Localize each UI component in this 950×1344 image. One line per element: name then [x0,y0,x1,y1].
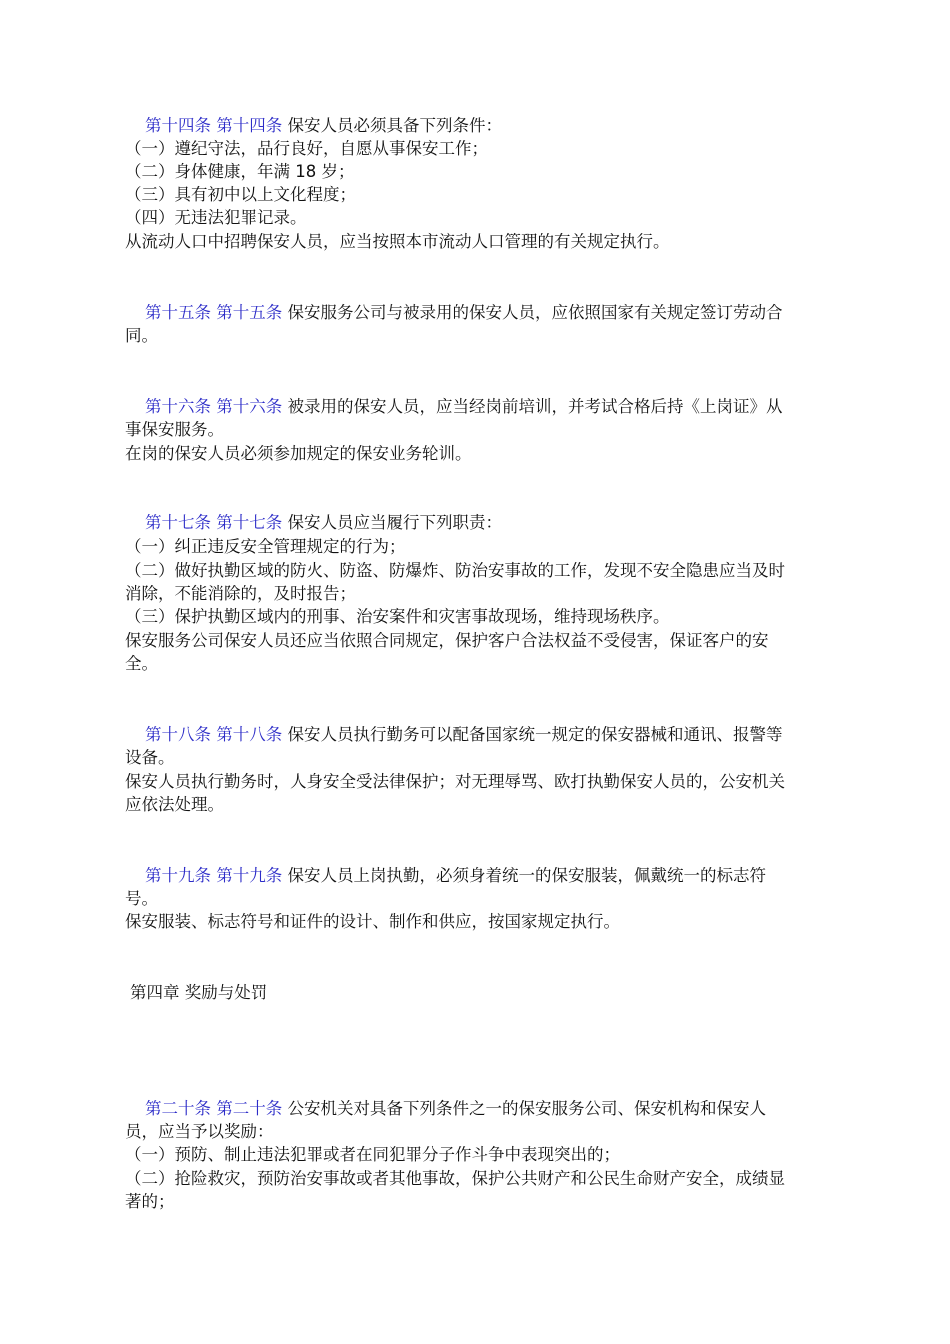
article-17-heading [125,511,865,534]
article-15-heading [125,301,865,324]
article-18-number-link-2[interactable]: 第十八条 [216,725,283,744]
article-19-heading [125,864,865,887]
article-14-line: （二）身体健康，年满 18 岁； [125,162,355,181]
article-18-line: 应依法处理。 [125,795,224,814]
article-16-line: 在岗的保安人员必须参加规定的保安业务轮训。 [125,444,472,463]
article-19-text: 保安人员上岗执勤，必须身着统一的保安服装，佩戴统一的标志符 [287,866,766,885]
article-20-number-link[interactable]: 第二十条 [145,1099,211,1118]
article-15-number-link-2[interactable]: 第十五条 [216,303,283,322]
article-20-text: 公安机关对具备下列条件之一的保安服务公司、保安机构和保安人 [287,1099,766,1118]
article-17-number-link-2[interactable]: 第十七条 [216,513,283,532]
article-17-line: 全。 [125,654,158,673]
article-15-line: 同。 [125,326,158,345]
article-14-number-link-2[interactable]: 第十四条 [216,116,283,135]
article-14-line: （三）具有初中以上文化程度； [125,185,356,204]
article-16-text: 被录用的保安人员，应当经岗前培训，并考试合格后持《上岗证》从 [287,397,783,416]
article-19-line: 保安服装、标志符号和证件的设计、制作和供应，按国家规定执行。 [125,912,620,931]
article-17-number-link[interactable]: 第十七条 [145,513,211,532]
article-15-number-link[interactable]: 第十五条 [145,303,211,322]
article-20-number-link-2[interactable]: 第二十条 [216,1099,283,1118]
article-16-number-link-2[interactable]: 第十六条 [216,397,283,416]
article-20-line: 著的； [125,1192,175,1211]
article-14-line: 从流动人口中招聘保安人员，应当按照本市流动人口管理的有关规定执行。 [125,232,670,251]
article-20-line: （二）抢险救灾，预防治安事故或者其他事故，保护公共财产和公民生命财产安全，成绩显 [125,1169,785,1188]
article-17-line: 保安服务公司保安人员还应当依照合同规定，保护客户合法权益不受侵害，保证客户的安 [125,631,769,650]
article-14-line: （一）遵纪守法，品行良好，自愿从事保安工作； [125,139,488,158]
article-17-line: （三）保护执勤区域内的刑事、治安案件和灾害事故现场，维持现场秩序。 [125,607,670,626]
article-18-number-link[interactable]: 第十八条 [145,725,211,744]
article-15-text: 保安服务公司与被录用的保安人员，应依照国家有关规定签订劳动合 [287,303,783,322]
article-20-heading [125,1097,865,1120]
article-20-line: （一）预防、制止违法犯罪或者在同犯罪分子作斗争中表现突出的； [125,1145,620,1164]
article-17-line: （二）做好执勤区域的防火、防盗、防爆炸、防治安事故的工作，发现不安全隐患应当及时 [125,561,785,580]
article-17-line: 消除，不能消除的，及时报告； [125,584,356,603]
article-18-heading [125,723,865,746]
article-19-line: 号。 [125,889,158,908]
article-14-line: （四）无违法犯罪记录。 [125,208,307,227]
article-16-heading [125,395,865,418]
article-14-text: 保安人员必须具备下列条件： [287,116,502,135]
article-14-number-link[interactable]: 第十四条 [145,116,211,135]
article-16-line: 事保安服务。 [125,420,224,439]
article-19-number-link-2[interactable]: 第十九条 [216,866,283,885]
article-18-line: 保安人员执行勤务时，人身安全受法律保护；对无理辱骂、欧打执勤保安人员的，公安机关 [125,772,785,791]
article-20-line: 员，应当予以奖励： [125,1122,274,1141]
article-18-line: 设备。 [125,748,175,767]
article-19-number-link[interactable]: 第十九条 [145,866,211,885]
article-14-heading [125,114,865,137]
article-17-line: （一）纠正违反安全管理规定的行为； [125,537,406,556]
article-18-text: 保安人员执行勤务可以配备国家统一规定的保安器械和通讯、报警等 [287,725,783,744]
article-16-number-link[interactable]: 第十六条 [145,397,211,416]
article-17-text: 保安人员应当履行下列职责： [287,513,502,532]
chapter-heading: 第四章 奖励与处罚 [130,983,268,1002]
